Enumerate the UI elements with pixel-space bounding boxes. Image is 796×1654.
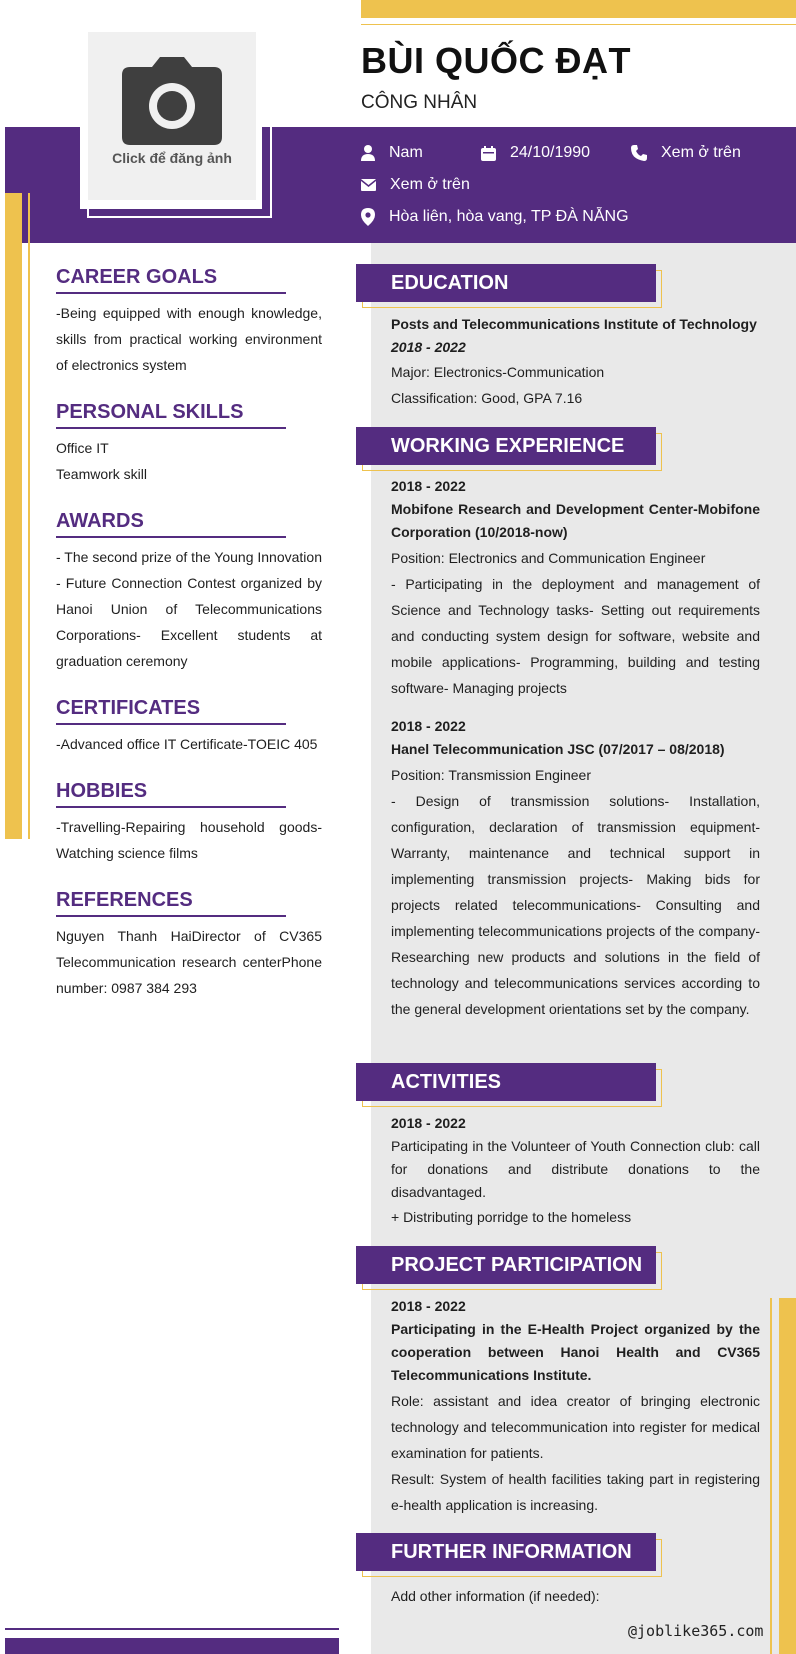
activities-extra: + Distributing porridge to the homeless xyxy=(391,1209,632,1225)
activities-text: Participating in the Volunteer of Youth Connection club: call for donations and distribute donations to the disadvantaged. xyxy=(391,1138,760,1200)
bottom-accent-bar xyxy=(5,1638,339,1654)
birthday-field xyxy=(481,142,590,164)
further-heading: FURTHER INFORMATION xyxy=(391,1541,632,1563)
watermark-text: @joblike365.com xyxy=(628,1622,764,1640)
phone-field xyxy=(631,142,741,164)
phone-icon xyxy=(631,145,647,161)
career-goals-text: -Being equipped with enough knowledge, skills from practical working environment of electronics system xyxy=(56,305,322,373)
envelope-icon xyxy=(361,179,376,191)
candidate-name: BÙI QUỐC ĐẠT xyxy=(361,40,631,81)
gender-field xyxy=(361,142,423,164)
job-period: 2018 - 2022 xyxy=(391,718,466,734)
education-school: Posts and Telecommunications Institute of Technology xyxy=(391,316,757,332)
project-period: 2018 - 2022 xyxy=(391,1298,466,1314)
gender-value: Nam xyxy=(389,144,423,161)
address-value: Hòa liên, hòa vang, TP ĐÀ NẴNG xyxy=(389,208,629,225)
top-accent-line xyxy=(361,24,796,25)
left-accent-line xyxy=(28,193,30,839)
awards-text: - The second prize of the Young Innovation - Future Connection Contest organized by Hanoi Union of Telecommunications Corporations- Excellent students at graduation ceremony xyxy=(56,549,322,669)
experience-heading: WORKING EXPERIENCE xyxy=(391,435,625,457)
education-classification: Classification: Good, GPA 7.16 xyxy=(391,390,583,406)
references-text: Nguyen Thanh HaiDirector of CV365 Telecommunication research centerPhone number: 0987 384 293 xyxy=(56,928,322,996)
birthday-value: 24/10/1990 xyxy=(510,144,591,161)
hobbies-text: -Travelling-Repairing household goods-Watching science films xyxy=(56,819,322,861)
project-role: Role: assistant and idea creator of bringing electronic technology and telecommunication into register for medical examination for patients. xyxy=(391,1393,760,1461)
job-position: Position: Transmission Engineer xyxy=(391,767,591,783)
project-result: Result: System of health facilities taking part in registering e-health application is increasing. xyxy=(391,1471,760,1513)
email-value: Xem ở trên xyxy=(390,176,470,193)
education-heading: EDUCATION xyxy=(391,272,509,294)
project-name: Participating in the E-Health Project organized by the cooperation between Hanoi Health and CV365 Telecommunications Institute. xyxy=(391,1321,760,1383)
left-accent-bar xyxy=(5,193,22,839)
camera-icon[interactable] xyxy=(122,57,222,145)
job-company: Hanel Telecommunication JSC (07/2017 – 08/2018) xyxy=(391,741,725,757)
certificates-heading: CERTIFICATES xyxy=(56,697,286,725)
awards-heading: AWARDS xyxy=(56,510,286,538)
address-field xyxy=(361,206,629,228)
projects-heading: PROJECT PARTICIPATION xyxy=(391,1254,643,1276)
job-description: - Participating in the deployment and management of Science and Technology tasks- Setting out requirements and conducting system design for software, website and mobile applications- Programming, building and testing software- Managing projects xyxy=(391,576,760,696)
skill-item: Teamwork skill xyxy=(56,466,148,482)
job-title: CÔNG NHÂN xyxy=(361,92,478,113)
career-goals-heading: CAREER GOALS xyxy=(56,266,286,294)
right-accent-bar xyxy=(779,1298,796,1654)
location-pin-icon xyxy=(361,208,375,226)
job-company: Mobifone Research and Development Center-Mobifone Corporation (10/2018-now) xyxy=(391,501,760,540)
job-period: 2018 - 2022 xyxy=(391,478,466,494)
job-description: - Design of transmission solutions- Installation, configuration, declaration of transmission equipment- Warranty, maintenance and technical support in implementing transmission projects- Making bids for projects related telecommunications- Consulting and implementing telecommunications projects of the company- Researching new products and solutions in the field of technology and telecommunications services according to the general development orientations set by the company. xyxy=(391,793,760,1017)
calendar-icon xyxy=(481,146,496,161)
job-position: Position: Electronics and Communication Engineer xyxy=(391,550,706,566)
certificates-text: -Advanced office IT Certificate-TOEIC 405 xyxy=(56,736,318,752)
hobbies-heading: HOBBIES xyxy=(56,780,286,808)
right-accent-line xyxy=(770,1298,772,1654)
further-text: Add other information (if needed): xyxy=(391,1588,600,1604)
education-major: Major: Electronics-Communication xyxy=(391,364,605,380)
top-accent-bar xyxy=(361,0,796,18)
education-period: 2018 - 2022 xyxy=(391,339,466,355)
activities-heading: ACTIVITIES xyxy=(391,1071,502,1093)
activities-period: 2018 - 2022 xyxy=(391,1115,466,1131)
person-icon xyxy=(361,145,375,161)
skill-item: Office IT xyxy=(56,440,109,456)
references-heading: REFERENCES xyxy=(56,889,286,917)
personal-skills-heading: PERSONAL SKILLS xyxy=(56,401,286,429)
phone-value: Xem ở trên xyxy=(661,144,741,161)
bottom-accent-line xyxy=(5,1628,339,1630)
photo-upload-label[interactable]: Click để đăng ảnh xyxy=(112,150,232,166)
email-field xyxy=(361,174,470,196)
